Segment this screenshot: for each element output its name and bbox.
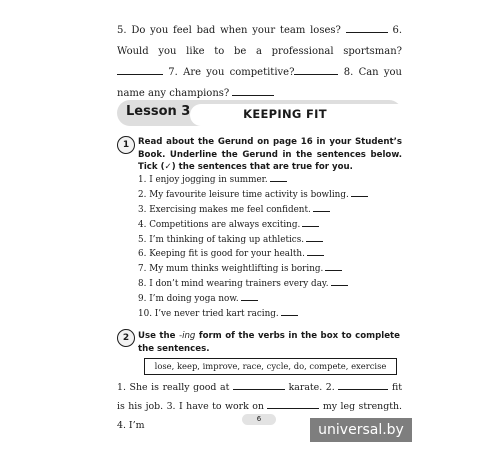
list-item: 10. I’ve never tried kart racing.	[138, 307, 368, 322]
tick-blank[interactable]	[307, 247, 324, 256]
tick-blank[interactable]	[351, 188, 368, 197]
list-item: 9. I’m doing yoga now.	[138, 292, 368, 307]
answer-blank[interactable]	[117, 65, 163, 75]
list-item: 2. My favourite leisure time activity is bowling.	[138, 188, 368, 203]
question-5: 5. Do you feel bad when your team loses?	[117, 25, 341, 36]
page-number: 6	[242, 414, 276, 425]
word-box: lose, keep, improve, race, cycle, do, compete, exercise	[144, 358, 397, 375]
answer-blank[interactable]	[232, 86, 274, 96]
exercise-2-number: 2	[117, 329, 135, 347]
list-item: 8. I don’t mind wearing trainers every day.	[138, 277, 368, 292]
previous-exercise-text	[117, 20, 402, 104]
answer-blank[interactable]	[338, 380, 388, 390]
exercise-1-instruction: Read about the Gerund on page 16 in your Student’s Book. Underline the Gerund in the sentences below. Tick (✓) the sentences that are true for you.	[138, 137, 402, 172]
exercise-1-number: 1	[117, 136, 135, 154]
list-item: 3. Exercising makes me feel confident.	[138, 203, 368, 218]
tick-blank[interactable]	[270, 173, 287, 182]
answer-blank[interactable]	[267, 399, 319, 409]
exercise-1-sentences	[138, 173, 368, 322]
watermark: universal.by	[310, 418, 412, 442]
list-item: 6. Keeping fit is good for your health.	[138, 247, 368, 262]
exercise-2-text: 1. She is really good at karate. 2. fit is his job. 3. I have to work on my leg strength. 4. I’m	[117, 382, 402, 431]
tick-blank[interactable]	[331, 277, 348, 286]
list-item: 1. I enjoy jogging in summer.	[138, 173, 368, 188]
tick-blank[interactable]	[325, 262, 342, 271]
tick-blank[interactable]	[241, 292, 258, 301]
tick-blank[interactable]	[306, 233, 323, 242]
tick-blank[interactable]	[313, 203, 330, 212]
question-6: 6. Would you like to be a professional sportsman?	[117, 25, 403, 57]
exercise-2-instruction: Use the -ing form of the verbs in the box to complete the sentences.	[138, 331, 400, 354]
answer-blank[interactable]	[346, 23, 388, 33]
question-7: 7. Are you competitive?	[168, 67, 295, 78]
lesson-label: Lesson 3	[126, 104, 191, 119]
list-item: 7. My mum thinks weightlifting is boring.	[138, 262, 368, 277]
tick-blank[interactable]	[302, 218, 319, 227]
lesson-title: KEEPING FIT	[243, 107, 327, 121]
answer-blank[interactable]	[294, 65, 338, 75]
question-8: 8. Can you name any champions?	[117, 67, 402, 99]
tick-blank[interactable]	[281, 307, 298, 316]
list-item: 5. I’m thinking of taking up athletics.	[138, 233, 368, 248]
list-item: 4. Competitions are always exciting.	[138, 218, 368, 233]
answer-blank[interactable]	[233, 380, 285, 390]
